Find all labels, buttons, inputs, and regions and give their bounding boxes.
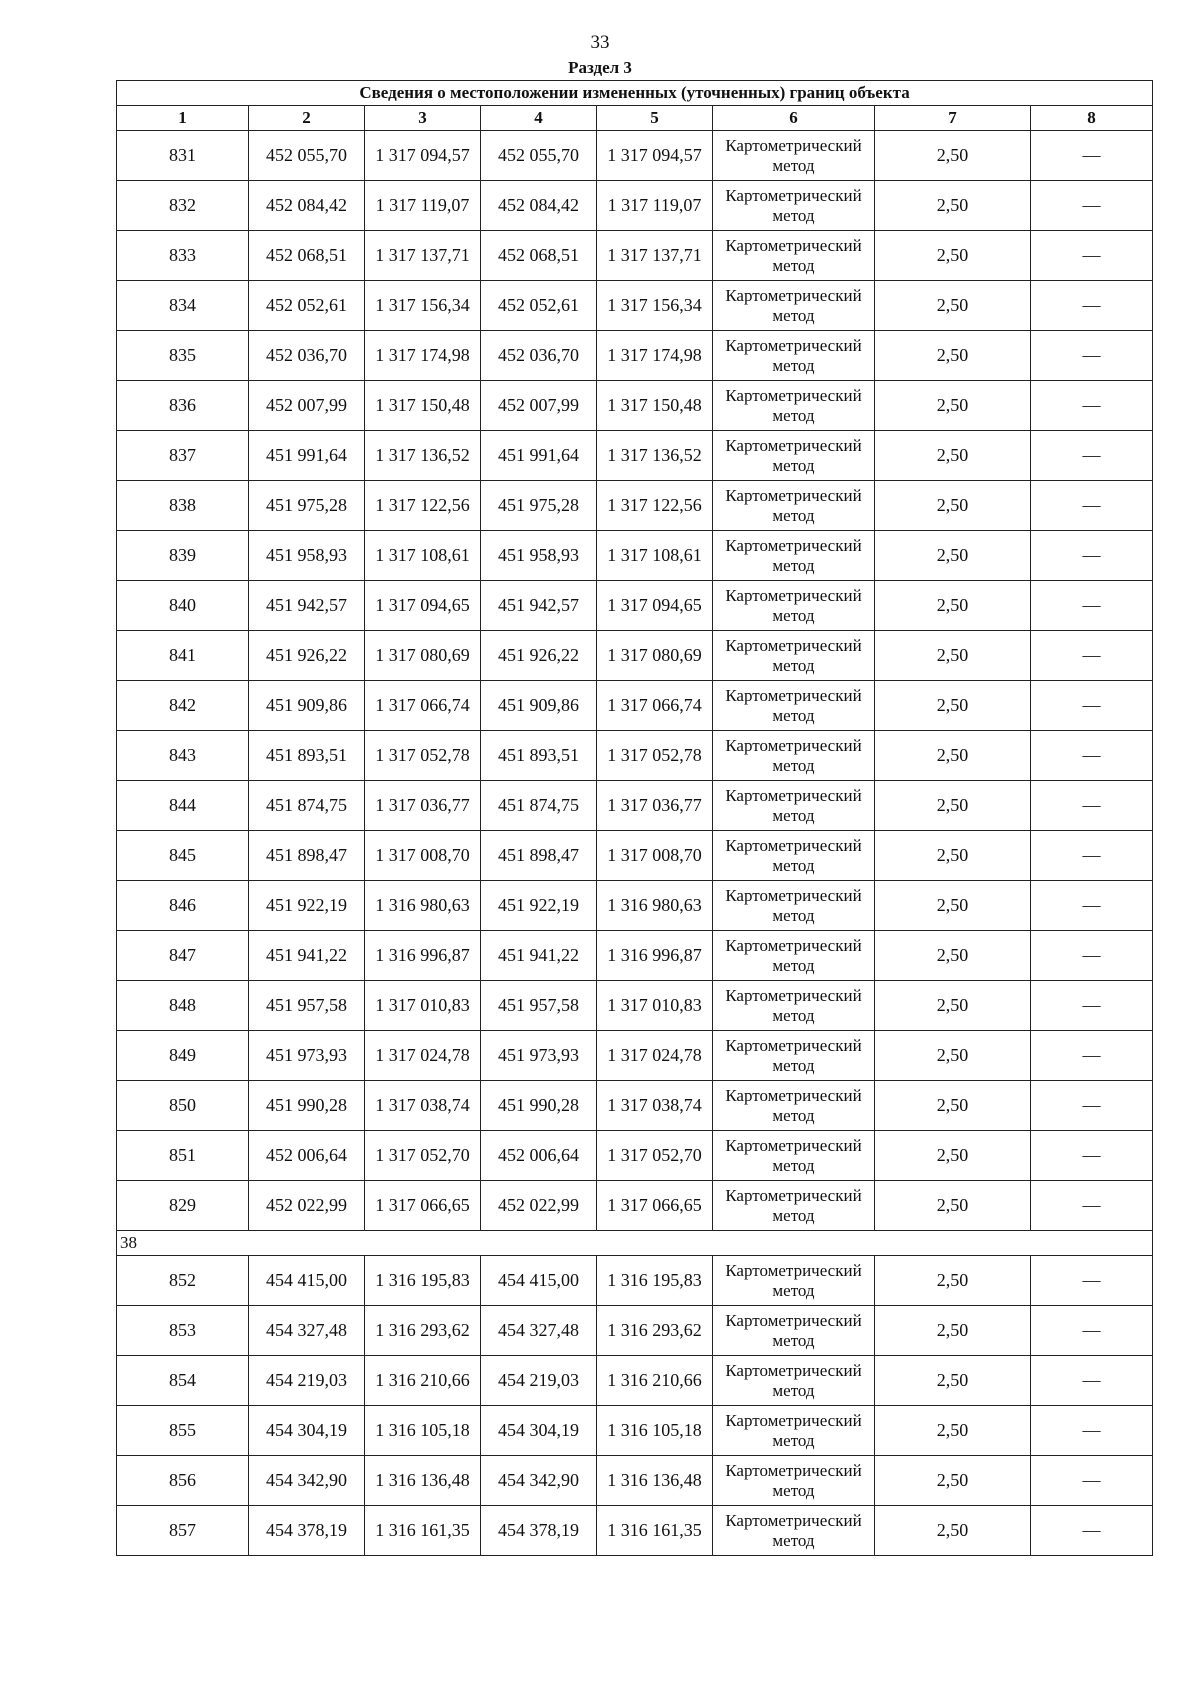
table-row — [117, 581, 1153, 631]
page-number: 33 — [590, 32, 610, 53]
description-cell: — — [1031, 731, 1153, 781]
y-new-cell: 1 317 052,78 — [597, 731, 713, 781]
point-number-cell: 854 — [117, 1356, 249, 1406]
accuracy-cell: 2,50 — [875, 281, 1031, 331]
y-new-cell: 1 317 174,98 — [597, 331, 713, 381]
table-row — [117, 1256, 1153, 1306]
column-number: 3 — [365, 106, 481, 131]
description-cell: — — [1031, 681, 1153, 731]
y-old-cell: 1 317 150,48 — [365, 381, 481, 431]
x-old-cell: 454 378,19 — [249, 1506, 365, 1556]
x-new-cell: 451 958,93 — [481, 531, 597, 581]
accuracy-cell: 2,50 — [875, 381, 1031, 431]
y-new-cell: 1 316 105,18 — [597, 1406, 713, 1456]
accuracy-cell: 2,50 — [875, 831, 1031, 881]
accuracy-cell: 2,50 — [875, 231, 1031, 281]
description-cell: — — [1031, 1506, 1153, 1556]
x-old-cell: 454 342,90 — [249, 1456, 365, 1506]
y-old-cell: 1 316 996,87 — [365, 931, 481, 981]
description-cell: — — [1031, 881, 1153, 931]
point-number-cell: 850 — [117, 1081, 249, 1131]
table-row — [117, 1506, 1153, 1556]
x-new-cell: 454 327,48 — [481, 1306, 597, 1356]
table-row — [117, 631, 1153, 681]
method-cell: Картометрический метод — [713, 1456, 875, 1506]
accuracy-cell: 2,50 — [875, 981, 1031, 1031]
method-cell: Картометрический метод — [713, 1081, 875, 1131]
table-row — [117, 781, 1153, 831]
description-cell: — — [1031, 1031, 1153, 1081]
method-cell: Картометрический метод — [713, 1356, 875, 1406]
y-old-cell: 1 317 052,78 — [365, 731, 481, 781]
table-row — [117, 731, 1153, 781]
method-cell: Картометрический метод — [713, 731, 875, 781]
method-cell: Картометрический метод — [713, 631, 875, 681]
point-number-cell: 845 — [117, 831, 249, 881]
column-number: 2 — [249, 106, 365, 131]
table-row — [117, 131, 1153, 181]
point-number-cell: 848 — [117, 981, 249, 1031]
x-new-cell: 451 973,93 — [481, 1031, 597, 1081]
accuracy-cell: 2,50 — [875, 581, 1031, 631]
point-number-cell: 835 — [117, 331, 249, 381]
table-row — [117, 481, 1153, 531]
point-number-cell: 855 — [117, 1406, 249, 1456]
column-number: 5 — [597, 106, 713, 131]
x-old-cell: 451 922,19 — [249, 881, 365, 931]
method-cell: Картометрический метод — [713, 381, 875, 431]
method-cell: Картометрический метод — [713, 331, 875, 381]
contour-group-label: 38 — [117, 1231, 1153, 1256]
y-new-cell: 1 317 066,74 — [597, 681, 713, 731]
y-new-cell: 1 317 080,69 — [597, 631, 713, 681]
y-old-cell: 1 316 105,18 — [365, 1406, 481, 1456]
y-old-cell: 1 316 195,83 — [365, 1256, 481, 1306]
x-new-cell: 452 055,70 — [481, 131, 597, 181]
x-old-cell: 451 958,93 — [249, 531, 365, 581]
point-number-cell: 853 — [117, 1306, 249, 1356]
table-row — [117, 431, 1153, 481]
point-number-cell: 833 — [117, 231, 249, 281]
contour-group-row — [117, 1231, 1153, 1256]
x-new-cell: 454 342,90 — [481, 1456, 597, 1506]
table-row — [117, 1306, 1153, 1356]
accuracy-cell: 2,50 — [875, 1356, 1031, 1406]
table-row — [117, 1131, 1153, 1181]
y-new-cell: 1 316 161,35 — [597, 1506, 713, 1556]
point-number-cell: 836 — [117, 381, 249, 431]
accuracy-cell: 2,50 — [875, 331, 1031, 381]
description-cell: — — [1031, 831, 1153, 881]
x-old-cell: 451 926,22 — [249, 631, 365, 681]
y-old-cell: 1 317 122,56 — [365, 481, 481, 531]
method-cell: Картометрический метод — [713, 481, 875, 531]
accuracy-cell: 2,50 — [875, 481, 1031, 531]
x-old-cell: 452 084,42 — [249, 181, 365, 231]
method-cell: Картометрический метод — [713, 1406, 875, 1456]
column-number: 1 — [117, 106, 249, 131]
y-new-cell: 1 317 024,78 — [597, 1031, 713, 1081]
accuracy-cell: 2,50 — [875, 431, 1031, 481]
description-cell: — — [1031, 631, 1153, 681]
y-old-cell: 1 317 066,74 — [365, 681, 481, 731]
method-cell: Картометрический метод — [713, 431, 875, 481]
accuracy-cell: 2,50 — [875, 631, 1031, 681]
method-cell: Картометрический метод — [713, 281, 875, 331]
table-row — [117, 331, 1153, 381]
point-number-cell: 838 — [117, 481, 249, 531]
description-cell: — — [1031, 381, 1153, 431]
point-number-cell: 829 — [117, 1181, 249, 1231]
description-cell: — — [1031, 931, 1153, 981]
x-old-cell: 451 975,28 — [249, 481, 365, 531]
description-cell: — — [1031, 1181, 1153, 1231]
description-cell: — — [1031, 981, 1153, 1031]
accuracy-cell: 2,50 — [875, 1306, 1031, 1356]
table-row — [117, 1031, 1153, 1081]
method-cell: Картометрический метод — [713, 831, 875, 881]
x-new-cell: 451 991,64 — [481, 431, 597, 481]
method-cell: Картометрический метод — [713, 1506, 875, 1556]
x-old-cell: 454 219,03 — [249, 1356, 365, 1406]
x-old-cell: 452 052,61 — [249, 281, 365, 331]
y-new-cell: 1 317 010,83 — [597, 981, 713, 1031]
x-new-cell: 454 378,19 — [481, 1506, 597, 1556]
y-new-cell: 1 317 108,61 — [597, 531, 713, 581]
accuracy-cell: 2,50 — [875, 1131, 1031, 1181]
x-old-cell: 452 036,70 — [249, 331, 365, 381]
y-old-cell: 1 316 293,62 — [365, 1306, 481, 1356]
x-old-cell: 451 957,58 — [249, 981, 365, 1031]
accuracy-cell: 2,50 — [875, 1506, 1031, 1556]
x-old-cell: 452 055,70 — [249, 131, 365, 181]
y-old-cell: 1 317 119,07 — [365, 181, 481, 231]
method-cell: Картометрический метод — [713, 581, 875, 631]
x-old-cell: 451 874,75 — [249, 781, 365, 831]
column-number: 4 — [481, 106, 597, 131]
accuracy-cell: 2,50 — [875, 531, 1031, 581]
y-new-cell: 1 317 008,70 — [597, 831, 713, 881]
table-row — [117, 681, 1153, 731]
y-old-cell: 1 317 137,71 — [365, 231, 481, 281]
point-number-cell: 857 — [117, 1506, 249, 1556]
description-cell: — — [1031, 331, 1153, 381]
y-new-cell: 1 316 195,83 — [597, 1256, 713, 1306]
y-new-cell: 1 317 137,71 — [597, 231, 713, 281]
table-row — [117, 531, 1153, 581]
table-caption-row — [117, 81, 1153, 106]
y-new-cell: 1 317 036,77 — [597, 781, 713, 831]
x-new-cell: 451 990,28 — [481, 1081, 597, 1131]
table-row — [117, 881, 1153, 931]
method-cell: Картометрический метод — [713, 931, 875, 981]
table-body — [117, 81, 1153, 1556]
x-old-cell: 451 898,47 — [249, 831, 365, 881]
description-cell: — — [1031, 1356, 1153, 1406]
table-row — [117, 181, 1153, 231]
description-cell: — — [1031, 431, 1153, 481]
x-new-cell: 454 219,03 — [481, 1356, 597, 1406]
method-cell: Картометрический метод — [713, 181, 875, 231]
x-new-cell: 452 007,99 — [481, 381, 597, 431]
x-new-cell: 452 006,64 — [481, 1131, 597, 1181]
y-old-cell: 1 317 038,74 — [365, 1081, 481, 1131]
method-cell: Картометрический метод — [713, 1131, 875, 1181]
column-number: 8 — [1031, 106, 1153, 131]
x-old-cell: 451 909,86 — [249, 681, 365, 731]
table-row — [117, 831, 1153, 881]
y-old-cell: 1 317 010,83 — [365, 981, 481, 1031]
accuracy-cell: 2,50 — [875, 1406, 1031, 1456]
table-row — [117, 1406, 1153, 1456]
point-number-cell: 844 — [117, 781, 249, 831]
column-number: 7 — [875, 106, 1031, 131]
method-cell: Картометрический метод — [713, 1181, 875, 1231]
y-old-cell: 1 317 094,65 — [365, 581, 481, 631]
y-old-cell: 1 317 094,57 — [365, 131, 481, 181]
y-old-cell: 1 316 980,63 — [365, 881, 481, 931]
description-cell: — — [1031, 181, 1153, 231]
y-new-cell: 1 316 980,63 — [597, 881, 713, 931]
y-new-cell: 1 317 122,56 — [597, 481, 713, 531]
y-new-cell: 1 317 038,74 — [597, 1081, 713, 1131]
column-number: 6 — [713, 106, 875, 131]
method-cell: Картометрический метод — [713, 1306, 875, 1356]
description-cell: — — [1031, 231, 1153, 281]
y-new-cell: 1 317 150,48 — [597, 381, 713, 431]
x-new-cell: 452 052,61 — [481, 281, 597, 331]
y-old-cell: 1 317 008,70 — [365, 831, 481, 881]
point-number-cell: 851 — [117, 1131, 249, 1181]
point-number-cell: 843 — [117, 731, 249, 781]
coordinates-table — [116, 80, 1153, 1556]
x-old-cell: 451 990,28 — [249, 1081, 365, 1131]
x-old-cell: 452 068,51 — [249, 231, 365, 281]
accuracy-cell: 2,50 — [875, 1456, 1031, 1506]
x-new-cell: 451 898,47 — [481, 831, 597, 881]
point-number-cell: 849 — [117, 1031, 249, 1081]
y-new-cell: 1 317 094,57 — [597, 131, 713, 181]
y-old-cell: 1 316 136,48 — [365, 1456, 481, 1506]
x-new-cell: 454 415,00 — [481, 1256, 597, 1306]
y-old-cell: 1 317 052,70 — [365, 1131, 481, 1181]
accuracy-cell: 2,50 — [875, 731, 1031, 781]
x-old-cell: 451 893,51 — [249, 731, 365, 781]
description-cell: — — [1031, 1306, 1153, 1356]
point-number-cell: 831 — [117, 131, 249, 181]
y-new-cell: 1 317 136,52 — [597, 431, 713, 481]
description-cell: — — [1031, 581, 1153, 631]
method-cell: Картометрический метод — [713, 531, 875, 581]
x-old-cell: 451 942,57 — [249, 581, 365, 631]
table-caption: Сведения о местоположении измененных (уточненных) границ объекта — [117, 81, 1153, 106]
y-old-cell: 1 317 066,65 — [365, 1181, 481, 1231]
x-new-cell: 452 084,42 — [481, 181, 597, 231]
accuracy-cell: 2,50 — [875, 1031, 1031, 1081]
x-old-cell: 451 941,22 — [249, 931, 365, 981]
x-new-cell: 452 068,51 — [481, 231, 597, 281]
x-new-cell: 451 874,75 — [481, 781, 597, 831]
y-old-cell: 1 317 108,61 — [365, 531, 481, 581]
point-number-cell: 847 — [117, 931, 249, 981]
y-old-cell: 1 317 080,69 — [365, 631, 481, 681]
y-new-cell: 1 316 136,48 — [597, 1456, 713, 1506]
table-row — [117, 1356, 1153, 1406]
y-old-cell: 1 317 174,98 — [365, 331, 481, 381]
method-cell: Картометрический метод — [713, 681, 875, 731]
accuracy-cell: 2,50 — [875, 931, 1031, 981]
accuracy-cell: 2,50 — [875, 1181, 1031, 1231]
y-new-cell: 1 317 156,34 — [597, 281, 713, 331]
x-new-cell: 451 957,58 — [481, 981, 597, 1031]
y-new-cell: 1 317 094,65 — [597, 581, 713, 631]
description-cell: — — [1031, 281, 1153, 331]
y-old-cell: 1 316 210,66 — [365, 1356, 481, 1406]
x-new-cell: 451 941,22 — [481, 931, 597, 981]
method-cell: Картометрический метод — [713, 131, 875, 181]
y-new-cell: 1 316 210,66 — [597, 1356, 713, 1406]
description-cell: — — [1031, 781, 1153, 831]
x-old-cell: 454 415,00 — [249, 1256, 365, 1306]
description-cell: — — [1031, 1256, 1153, 1306]
accuracy-cell: 2,50 — [875, 881, 1031, 931]
accuracy-cell: 2,50 — [875, 181, 1031, 231]
section-title: Раздел 3 — [568, 58, 632, 77]
y-new-cell: 1 316 293,62 — [597, 1306, 713, 1356]
method-cell: Картометрический метод — [713, 781, 875, 831]
x-new-cell: 451 922,19 — [481, 881, 597, 931]
description-cell: — — [1031, 1406, 1153, 1456]
y-new-cell: 1 317 052,70 — [597, 1131, 713, 1181]
x-new-cell: 451 975,28 — [481, 481, 597, 531]
x-old-cell: 454 327,48 — [249, 1306, 365, 1356]
point-number-cell: 852 — [117, 1256, 249, 1306]
accuracy-cell: 2,50 — [875, 131, 1031, 181]
description-cell: — — [1031, 481, 1153, 531]
description-cell: — — [1031, 131, 1153, 181]
x-old-cell: 451 973,93 — [249, 1031, 365, 1081]
column-number-row — [117, 106, 1153, 131]
description-cell: — — [1031, 1456, 1153, 1506]
description-cell: — — [1031, 1131, 1153, 1181]
method-cell: Картометрический метод — [713, 231, 875, 281]
point-number-cell: 842 — [117, 681, 249, 731]
y-new-cell: 1 317 119,07 — [597, 181, 713, 231]
x-new-cell: 452 022,99 — [481, 1181, 597, 1231]
x-old-cell: 452 022,99 — [249, 1181, 365, 1231]
table-row — [117, 931, 1153, 981]
method-cell: Картометрический метод — [713, 881, 875, 931]
table-row — [117, 1181, 1153, 1231]
point-number-cell: 840 — [117, 581, 249, 631]
table-row — [117, 231, 1153, 281]
x-old-cell: 454 304,19 — [249, 1406, 365, 1456]
method-cell: Картометрический метод — [713, 981, 875, 1031]
x-old-cell: 452 006,64 — [249, 1131, 365, 1181]
x-new-cell: 451 942,57 — [481, 581, 597, 631]
y-new-cell: 1 316 996,87 — [597, 931, 713, 981]
accuracy-cell: 2,50 — [875, 1081, 1031, 1131]
accuracy-cell: 2,50 — [875, 781, 1031, 831]
method-cell: Картометрический метод — [713, 1256, 875, 1306]
table-row — [117, 1456, 1153, 1506]
table-row — [117, 981, 1153, 1031]
point-number-cell: 837 — [117, 431, 249, 481]
point-number-cell: 832 — [117, 181, 249, 231]
y-old-cell: 1 317 156,34 — [365, 281, 481, 331]
point-number-cell: 834 — [117, 281, 249, 331]
y-old-cell: 1 317 136,52 — [365, 431, 481, 481]
x-new-cell: 451 909,86 — [481, 681, 597, 731]
y-old-cell: 1 316 161,35 — [365, 1506, 481, 1556]
y-new-cell: 1 317 066,65 — [597, 1181, 713, 1231]
description-cell: — — [1031, 531, 1153, 581]
point-number-cell: 841 — [117, 631, 249, 681]
y-old-cell: 1 317 036,77 — [365, 781, 481, 831]
x-old-cell: 452 007,99 — [249, 381, 365, 431]
x-new-cell: 451 926,22 — [481, 631, 597, 681]
x-new-cell: 452 036,70 — [481, 331, 597, 381]
x-old-cell: 451 991,64 — [249, 431, 365, 481]
point-number-cell: 856 — [117, 1456, 249, 1506]
point-number-cell: 846 — [117, 881, 249, 931]
table-row — [117, 1081, 1153, 1131]
point-number-cell: 839 — [117, 531, 249, 581]
accuracy-cell: 2,50 — [875, 681, 1031, 731]
y-old-cell: 1 317 024,78 — [365, 1031, 481, 1081]
x-new-cell: 451 893,51 — [481, 731, 597, 781]
table-row — [117, 381, 1153, 431]
method-cell: Картометрический метод — [713, 1031, 875, 1081]
description-cell: — — [1031, 1081, 1153, 1131]
table-row — [117, 281, 1153, 331]
accuracy-cell: 2,50 — [875, 1256, 1031, 1306]
x-new-cell: 454 304,19 — [481, 1406, 597, 1456]
